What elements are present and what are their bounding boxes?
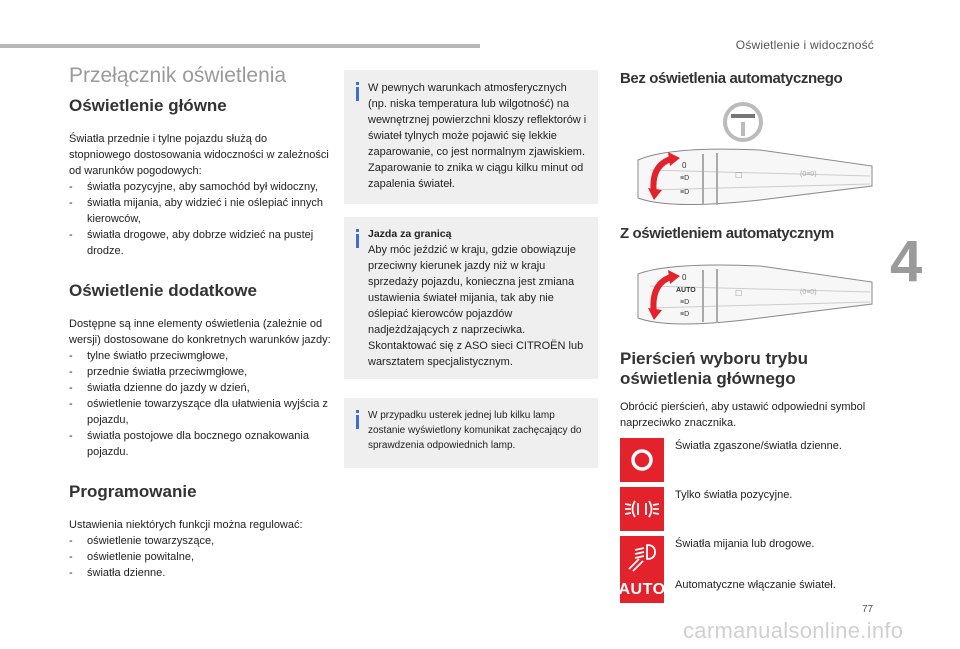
mode-label: Światła zgaszone/światła dzienne. bbox=[675, 440, 842, 452]
list-item: - światła drogowe, aby dobrze widzieć na pustej drodze. bbox=[69, 227, 331, 259]
programming-list bbox=[69, 533, 331, 581]
svg-text:(0≡0): (0≡0) bbox=[800, 171, 817, 178]
mode-row-sidelights bbox=[620, 487, 880, 531]
list-item: - oświetlenie towarzyszące, bbox=[69, 533, 331, 549]
section-title: Przełącznik oświetlenia bbox=[69, 64, 287, 87]
note-driving-abroad bbox=[344, 217, 598, 379]
low-high-beam-icon bbox=[620, 536, 664, 580]
programming-intro: Ustawienia niektórych funkcji można regulować: bbox=[69, 519, 303, 531]
svg-text:0: 0 bbox=[682, 273, 687, 282]
svg-text:(0≡0): (0≡0) bbox=[800, 289, 817, 296]
mode-label: Automatyczne włączanie świateł. bbox=[675, 579, 836, 591]
list-item: - oświetlenie powitalne, bbox=[69, 549, 331, 565]
sidelights-icon bbox=[620, 487, 664, 531]
note-text: W przypadku usterek jednej lub kilku lamp zostanie wyświetlony komunikat zachęcający do sprawdzenia odpowiednich lamp. bbox=[368, 410, 582, 451]
info-icon bbox=[356, 229, 359, 232]
chapter-number: 4 bbox=[890, 229, 923, 294]
svg-text:≡D: ≡D bbox=[680, 299, 690, 306]
ring-intro: Obrócić pierścień, aby ustawić odpowiedni symbol naprzeciwko znacznika. bbox=[620, 401, 866, 429]
svg-text:≡D: ≡D bbox=[680, 189, 690, 196]
note-condensation bbox=[344, 70, 598, 204]
list-item: - oświetlenie towarzyszące dla ułatwienia wyjścia z pojazdu, bbox=[69, 396, 331, 428]
svg-text:☐: ☐ bbox=[735, 289, 743, 298]
note-text: W pewnych warunkach atmosferycznych (np. niska temperatura lub wilgotność) na wewnętrznej powierzchni kloszy reflektorów i świateł tylnych może pojawić się lekkie zaparowanie, co jest normalnym zjawiskiem. Zaparowanie to znika w ciągu kilku minut od zapalenia świateł. bbox=[368, 82, 587, 190]
main-lighting-intro: Światła przednie i tylne pojazdu służą do stopniowego dostosowania widoczności w zależności od warunków pogodowych: bbox=[69, 133, 329, 177]
lights-off-icon bbox=[620, 438, 664, 482]
programming-title: Programowanie bbox=[69, 482, 197, 501]
mode-label: Tylko światła pozycyjne. bbox=[675, 489, 793, 501]
list-item: - światła dzienne. bbox=[69, 565, 331, 581]
list-item: - światła postojowe dla bocznego oznakowania pojazdu. bbox=[69, 428, 331, 460]
svg-text:0: 0 bbox=[682, 161, 687, 170]
svg-text:≡D: ≡D bbox=[680, 175, 690, 182]
chapter-title: Oświetlenie i widoczność bbox=[735, 38, 874, 52]
left-column bbox=[69, 64, 331, 581]
info-icon-bar bbox=[356, 415, 359, 429]
with-auto-title: Z oświetleniem automatycznym bbox=[620, 225, 834, 242]
stalk-illustration-manual bbox=[610, 98, 875, 218]
without-auto-title: Bez oświetlenia automatycznego bbox=[620, 70, 843, 87]
ring-title: Pierścień wyboru trybu oświetlenia głównego bbox=[620, 349, 808, 388]
info-icon bbox=[356, 82, 359, 85]
main-lighting-title: Oświetlenie główne bbox=[69, 96, 227, 115]
svg-text:☐: ☐ bbox=[735, 171, 743, 180]
steering-wheel-icon bbox=[725, 104, 761, 140]
main-lighting-list bbox=[69, 179, 331, 259]
list-item: - światła pozycyjne, aby samochód był widoczny, bbox=[69, 179, 331, 195]
mode-row-auto bbox=[620, 577, 880, 621]
aux-lighting-intro: Dostępne są inne elementy oświetlenia (zależnie od wersji) dostosowane do konkretnych warunków jazdy: bbox=[69, 318, 331, 346]
info-icon-bar bbox=[356, 234, 359, 248]
watermark: carmanualsonline.info bbox=[683, 618, 904, 643]
aux-lighting-title: Oświetlenie dodatkowe bbox=[69, 281, 257, 300]
info-icon-bar bbox=[356, 87, 359, 101]
aux-lighting-list bbox=[69, 348, 331, 460]
info-icon bbox=[356, 410, 359, 413]
list-item: - światła mijania, aby widzieć i nie oślepiać innych kierowców, bbox=[69, 195, 331, 227]
list-item: - przednie światła przeciwmgłowe, bbox=[69, 364, 331, 380]
header-rule bbox=[0, 44, 480, 48]
mode-label: Światła mijania lub drogowe. bbox=[675, 538, 815, 550]
mode-row-off bbox=[620, 438, 880, 482]
list-item: - tylne światło przeciwmgłowe, bbox=[69, 348, 331, 364]
note-title: Jazda za granicą bbox=[368, 228, 452, 240]
note-lamp-failure bbox=[344, 398, 598, 468]
svg-text:≡D: ≡D bbox=[680, 311, 690, 318]
auto-lights-icon bbox=[620, 577, 664, 603]
stalk-illustration-auto bbox=[610, 258, 875, 338]
auto-icon-text: AUTO bbox=[618, 581, 666, 598]
page-number: 77 bbox=[862, 604, 874, 615]
mode-row-beams bbox=[620, 536, 880, 580]
stalk-auto-label: AUTO bbox=[676, 287, 696, 294]
note-text: Aby móc jeździć w kraju, gdzie obowiązuje przeciwny kierunek jazdy niż w kraju sprzedaży pojazdu, konieczna jest zmiana ustawienia świateł mijania, tak aby nie oślepiać kierowców pojazdów nadjeżdżających z naprzeciwka. Skontaktować się z ASO sieci CITROËN lub warsztatem specjalistycznym. bbox=[368, 244, 584, 368]
list-item: - światła dzienne do jazdy w dzień, bbox=[69, 380, 331, 396]
